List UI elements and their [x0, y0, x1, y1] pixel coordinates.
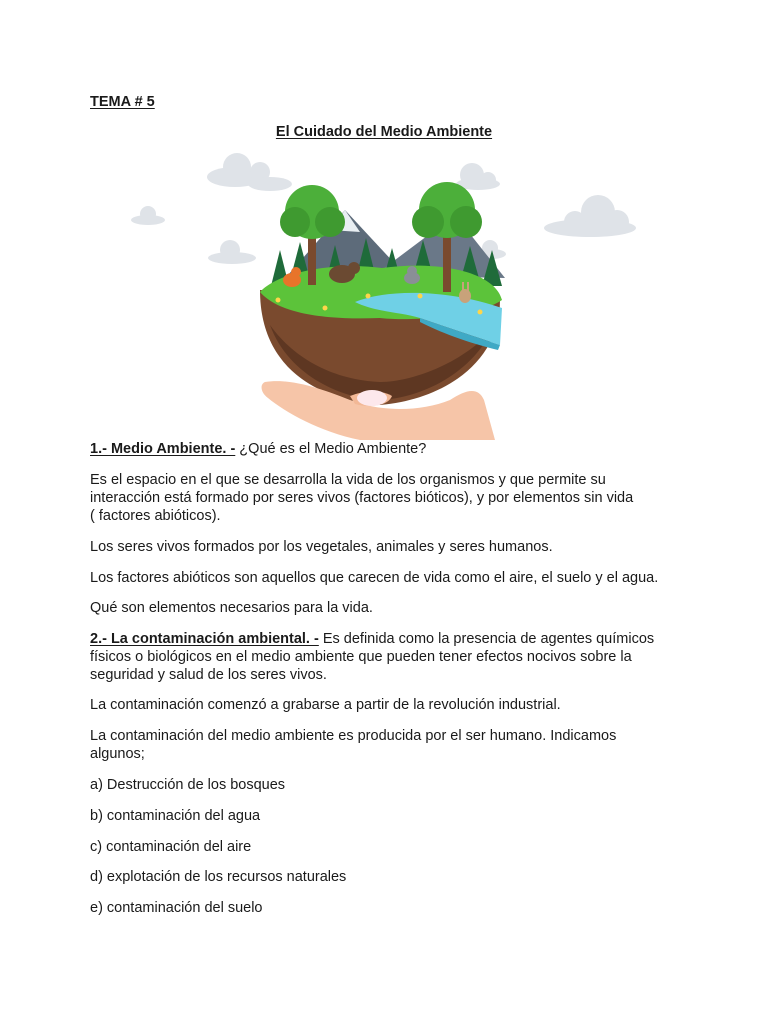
text-line: algunos;: [90, 746, 145, 762]
list-item: c) contaminación del aire: [90, 839, 252, 855]
text-line: seguridad y salud de los seres vivos.: [90, 667, 327, 683]
section-1-paragraph-2: Los seres vivos formados por los vegetales, animales y seres humanos.: [90, 539, 553, 555]
section-2-heading: 2.- La contaminación ambiental. -: [90, 631, 319, 647]
section-1-question: ¿Qué es el Medio Ambiente?: [235, 441, 427, 457]
section-2-paragraph-1: [90, 630, 690, 684]
text-line: físicos o biológicos en el medio ambiente que pueden tener efectos nocivos sobre la: [90, 649, 632, 665]
fox-icon: [283, 267, 301, 287]
section-1-heading: 1.- Medio Ambiente. -: [90, 441, 236, 457]
cloud-icon: [544, 195, 636, 237]
cloud-icon: [208, 240, 256, 264]
environment-illustration: [120, 150, 648, 442]
text-line: 2.- La contaminación ambiental. - Es definida como la presencia de agentes químicos: [90, 631, 655, 647]
cloud-icon: [456, 163, 500, 190]
list-item: b) contaminación del agua: [90, 808, 261, 824]
list-item: a) Destrucción de los bosques: [90, 777, 286, 793]
topic-number: TEMA # 5: [90, 94, 155, 110]
list-item: e) contaminación del suelo: [90, 900, 263, 916]
section-1-paragraph-4: Qué son elementos necesarios para la vida.: [90, 600, 373, 616]
text-line: ( factores abióticos).: [90, 508, 221, 524]
page-title: El Cuidado del Medio Ambiente: [275, 124, 493, 140]
cloud-icon: [207, 153, 292, 191]
section-2-paragraph-3: [90, 727, 690, 763]
text-line: interacción está formado por seres vivos (factores bióticos), y por elementos sin vida: [90, 490, 634, 506]
section-2-paragraph-2: La contaminación comenzó a grabarse a partir de la revolución industrial.: [90, 697, 561, 713]
section-1-heading-line: [90, 440, 690, 458]
cloud-icon: [131, 206, 165, 225]
text-line: Es el espacio en el que se desarrolla la vida de los organismos y que permite su: [90, 472, 606, 488]
section-1-paragraph-3: Los factores abióticos son aquellos que carecen de vida como el aire, el suelo y el agua.: [90, 570, 659, 586]
section-1-paragraph-1: [90, 471, 690, 525]
text-line: La contaminación del medio ambiente es producida por el ser humano. Indicamos: [90, 728, 617, 744]
list-item: d) explotación de los recursos naturales: [90, 869, 347, 885]
